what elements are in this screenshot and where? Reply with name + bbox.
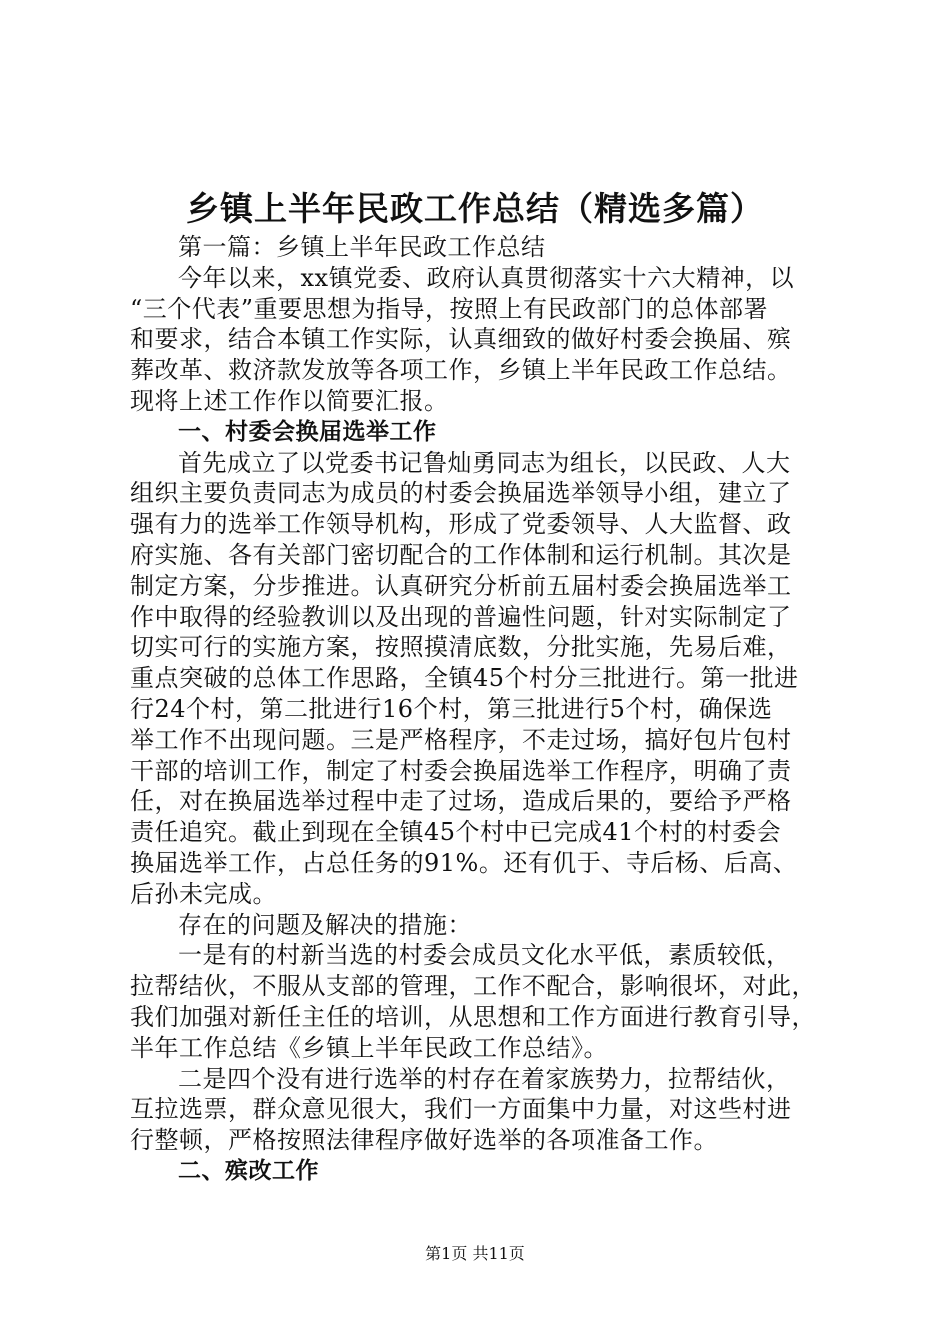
text-line: 任，对在换届选举过程中走了过场，造成后果的，要给予严格 [130, 787, 792, 816]
text-line: 拉帮结伙，不服从支部的管理，工作不配合，影响很坏，对此， [130, 972, 816, 1001]
text-line: 二是四个没有进行选举的村存在着家族势力，拉帮结伙， [178, 1064, 791, 1093]
section-heading: 一、村委会换届选举工作 [178, 418, 437, 445]
text-line: 半年工作总结《乡镇上半年民政工作总结》。 [130, 1033, 608, 1062]
text-line: “三个代表”重要思想为指导，按照上有民政部门的总体部署 [130, 294, 769, 323]
text-line: 作中取得的经验教训以及出现的普遍性问题，针对实际制定了 [130, 602, 792, 631]
text-line: 第一篇：乡镇上半年民政工作总结 [178, 233, 546, 261]
document-body [130, 232, 830, 1187]
text-line: 行24个村，第二批进行16个村，第三批进行5个村，确保选 [130, 694, 773, 723]
text-line: 切实可行的实施方案，按照摸清底数，分批实施，先易后难， [130, 633, 792, 662]
text-line: 现将上述工作作以简要汇报。 [130, 386, 449, 415]
text-line: 组织主要负责同志为成员的村委会换届选举领导小组，建立了 [130, 479, 792, 508]
section-heading: 二、殡改工作 [178, 1157, 319, 1184]
page-footer: 第1页 共11页 [425, 1244, 525, 1263]
text-line: 重点突破的总体工作思路，全镇45个村分三批进行。第一批进 [130, 664, 799, 693]
text-line: 制定方案，分步推进。认真研究分析前五届村委会换届选举工 [130, 571, 792, 600]
text-line: 今年以来，xx镇党委、政府认真贯彻落实十六大精神，以 [178, 263, 795, 292]
text-line: 责任追究。截止到现在全镇45个村中已完成41个村的村委会 [130, 818, 782, 847]
text-line: 举工作不出现问题。三是严格程序，不走过场，搞好包片包村 [130, 725, 792, 754]
text-line: 存在的问题及解决的措施： [178, 910, 472, 939]
text-line: 府实施、各有关部门密切配合的工作体制和运行机制。其次是 [130, 540, 792, 569]
text-line: 互拉选票，群众意见很大，我们一方面集中力量，对这些村进 [130, 1095, 792, 1124]
text-line: 强有力的选举工作领导机构，形成了党委领导、人大监督、政 [130, 510, 792, 539]
document-title: 乡镇上半年民政工作总结（精选多篇） [186, 189, 764, 228]
text-line: 行整顿，严格按照法律程序做好选举的各项准备工作。 [130, 1126, 718, 1155]
text-line: 换届选举工作，占总任务的91%。还有仉于、寺后杨、后高、 [130, 848, 798, 877]
text-line: 和要求，结合本镇工作实际，认真细致的做好村委会换届、殡 [130, 325, 792, 354]
text-line: 干部的培训工作，制定了村委会换届选举工作程序，明确了责 [130, 756, 792, 785]
text-line: 后孙未完成。 [130, 879, 277, 908]
text-line: 我们加强对新任主任的培训，从思想和工作方面进行教育引导， [130, 1002, 816, 1031]
text-line: 首先成立了以党委书记鲁灿勇同志为组长，以民政、人大 [178, 448, 791, 477]
text-line: 一是有的村新当选的村委会成员文化水平低，素质较低， [178, 941, 791, 970]
text-line: 葬改革、救济款发放等各项工作，乡镇上半年民政工作总结。 [130, 356, 792, 385]
